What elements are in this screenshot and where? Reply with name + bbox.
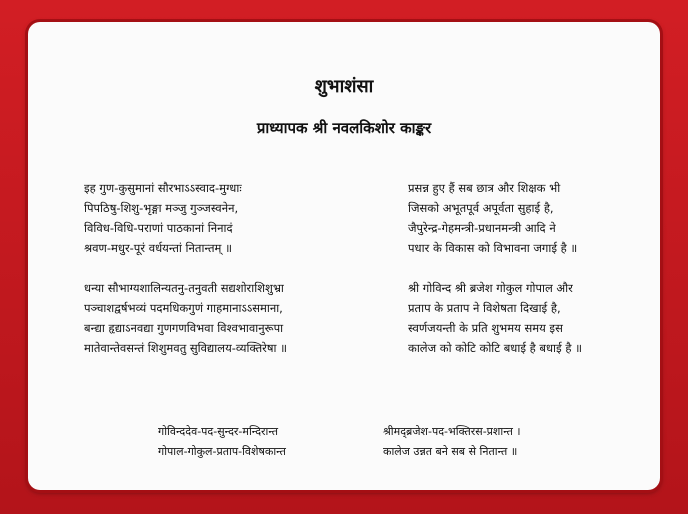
left-verse-1 bbox=[84, 178, 374, 258]
footer-left-verse bbox=[158, 422, 286, 462]
right-verse-2 bbox=[408, 278, 678, 358]
verse-line: श्री गोविन्द श्री ब्रजेश गोकुल गोपाल और bbox=[408, 281, 573, 295]
verse-line: गोविन्ददेव-पद-सुन्दर-मन्दिरान्त bbox=[158, 425, 279, 438]
verse-line: कालेज को कोटि कोटि बधाई है बधाई है ॥ bbox=[408, 341, 582, 355]
page-subtitle: प्राध्यापक श्री नवलकिशोर काङ्कर bbox=[256, 119, 432, 137]
right-verse-1 bbox=[408, 178, 678, 258]
verse-line: पञ्चाशद्वर्षभव्यं पदमधिकगुणं गाहमानाऽऽसमाना, bbox=[84, 301, 283, 315]
verse-line: श्रीमद्ब्रजेश-पद-भक्तिरस-प्रशान्त । bbox=[383, 425, 521, 438]
verse-line: इह गुण-कुसुमानां सौरभाऽऽस्वाद-मुग्धाः bbox=[84, 181, 242, 195]
document-card bbox=[28, 22, 660, 490]
verse-line: पधार के विकास को विभावना जगाई है ॥ bbox=[408, 241, 578, 255]
verse-line: गोपाल-गोकुल-प्रताप-विशेषकान्त bbox=[158, 445, 286, 458]
verse-line: प्रसन्न हुए हैं सब छात्र और शिक्षक भी bbox=[408, 181, 561, 195]
verse-line: पिपठिषु-शिशु-भृङ्गा मञ्जु गुञ्जस्वनेन, bbox=[84, 201, 239, 215]
verse-line: जिसको अभूतपूर्व अपूर्वता सुहाई है, bbox=[408, 201, 554, 215]
verse-line: श्रवण-मधुर-पूरं वर्धयन्तां नितान्तम् ॥ bbox=[84, 241, 232, 255]
verse-line: विविध-विधि-पराणां पाठकानां निनादं bbox=[84, 221, 233, 235]
left-verse-2 bbox=[84, 278, 374, 358]
verse-line: बन्द्या हृद्याऽनवद्या गुणगणविभवा विश्वभावानुरूपा bbox=[84, 321, 284, 335]
verse-line: धन्या सौभाग्यशालिन्यतनु-तनुवती सद्यशोराशिशुभ्रा bbox=[84, 281, 284, 295]
verse-line: कालेज उन्नत बने सब से नितान्त ॥ bbox=[383, 445, 518, 458]
verse-line: स्वर्णजयन्ती के प्रति शुभमय समय इस bbox=[408, 321, 563, 335]
verse-line: मातेवान्तेवसन्तं शिशुमवतु सुविद्यालय-व्यक्तिरेषा ॥ bbox=[84, 341, 288, 355]
page-title: शुभाशंसा bbox=[314, 76, 374, 97]
footer-right-verse bbox=[383, 422, 521, 462]
verse-line: जैपुरेन्द्र-गेहमन्त्री-प्रधानमन्त्री आदि ने bbox=[408, 221, 556, 235]
verse-line: प्रताप के प्रताप ने विशेषता दिखाई है, bbox=[408, 301, 561, 315]
